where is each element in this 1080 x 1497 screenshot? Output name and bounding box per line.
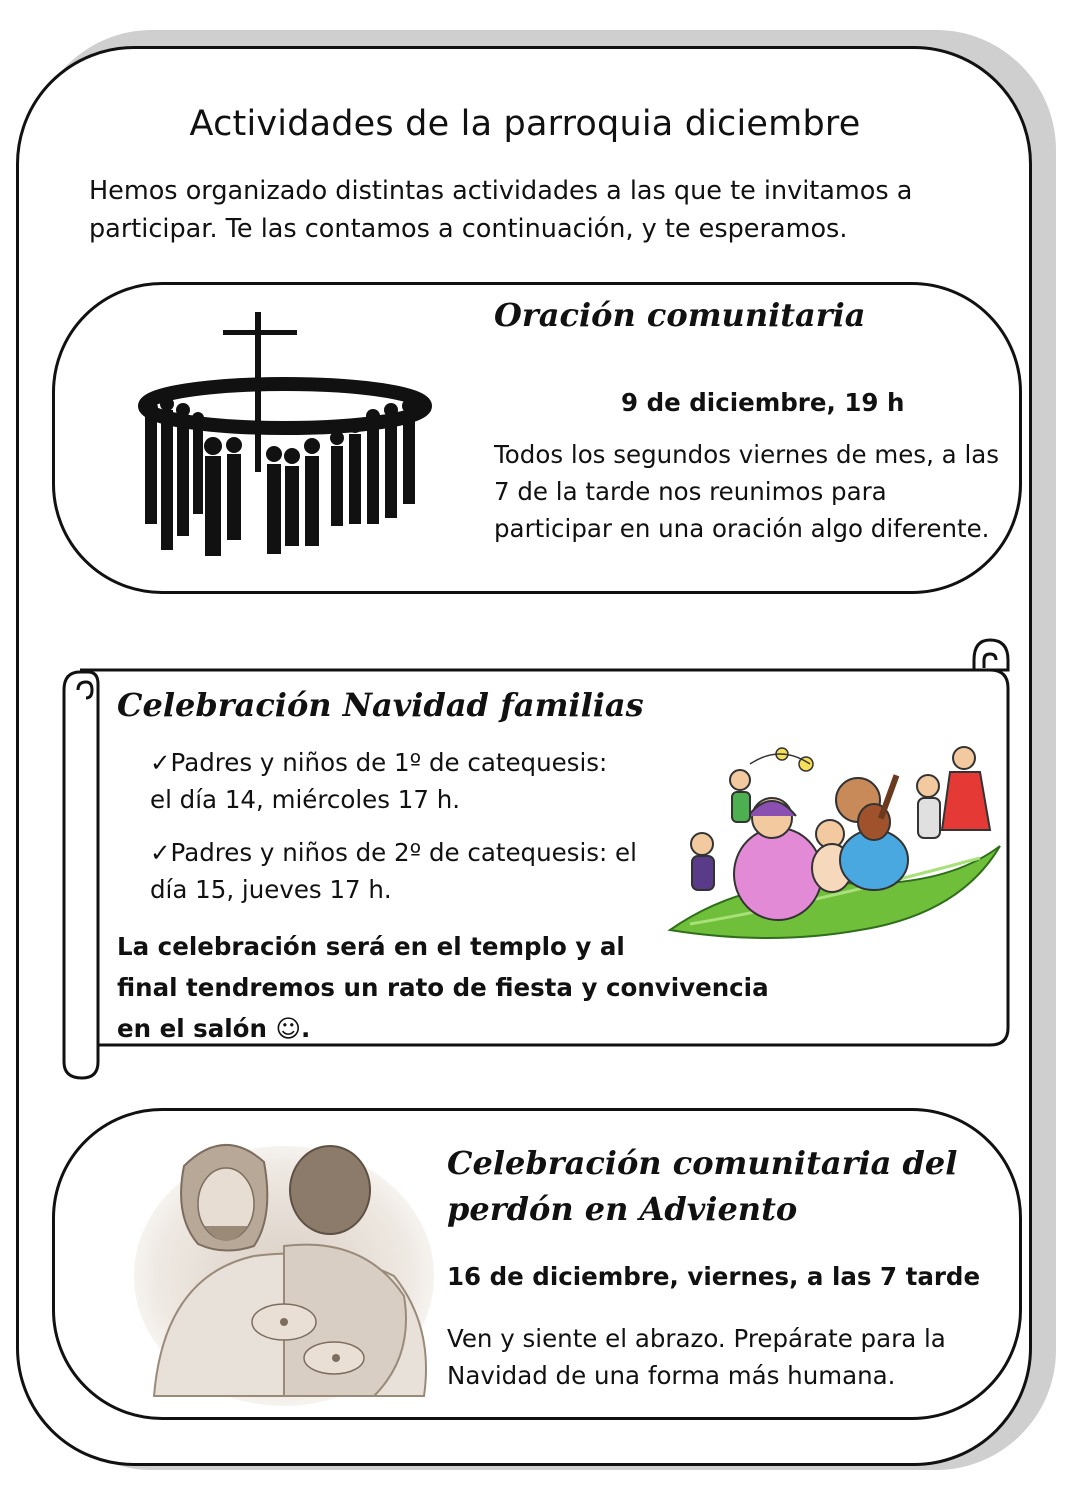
perdon-date: 16 de diciembre, viernes, a las 7 tarde [447,1262,981,1291]
oracion-desc-line-3: participar en una oración algo diferente. [494,514,990,543]
perdon-desc-line-1: Ven y siente el abrazo. Prepárate para la [447,1324,946,1353]
intro-line-2: participar. Te las contamos a continuación, y te esperamos. [89,214,848,244]
oracion-date: 9 de diciembre, 19 h [621,388,905,417]
navidad-heading: Celebración Navidad familias [117,686,644,724]
navidad-note-line-3: en el salón ☺. [117,1014,311,1043]
perdon-heading [447,1140,957,1232]
oracion-heading: Oración comunitaria [494,296,866,334]
embrace-icon [134,1126,434,1406]
perdon-description [447,1320,1007,1394]
perdon-heading-line-1: Celebración comunitaria del [447,1144,958,1182]
family-celebration-icon [660,734,1006,954]
intro-line-1: Hemos organizado distintas actividades a las que te invitamos a [89,176,913,206]
oracion-desc-line-2: 7 de la tarde nos reunimos para [494,477,887,506]
navidad-item-1-line-1: ✓Padres y niños de 1º de catequesis: [150,748,608,777]
navidad-note-line-2: final tendremos un rato de fiesta y convivencia [117,973,769,1002]
navidad-note-line-1: La celebración será en el templo y al [117,932,625,961]
navidad-item-1 [150,744,607,818]
navidad-item-1-line-2: el día 14, miércoles 17 h. [150,785,461,814]
perdon-desc-line-2: Navidad de una forma más humana. [447,1361,896,1390]
oracion-desc-line-1: Todos los segundos viernes de mes, a las [494,440,1000,469]
navidad-item-2 [150,834,637,908]
perdon-heading-line-2: perdón en Adviento [447,1190,798,1228]
navidad-item-2-line-1: ✓Padres y niños de 2º de catequesis: el [150,838,637,867]
page-title: Actividades de la parroquia diciembre [189,104,861,144]
navidad-item-2-line-2: día 15, jueves 17 h. [150,875,392,904]
